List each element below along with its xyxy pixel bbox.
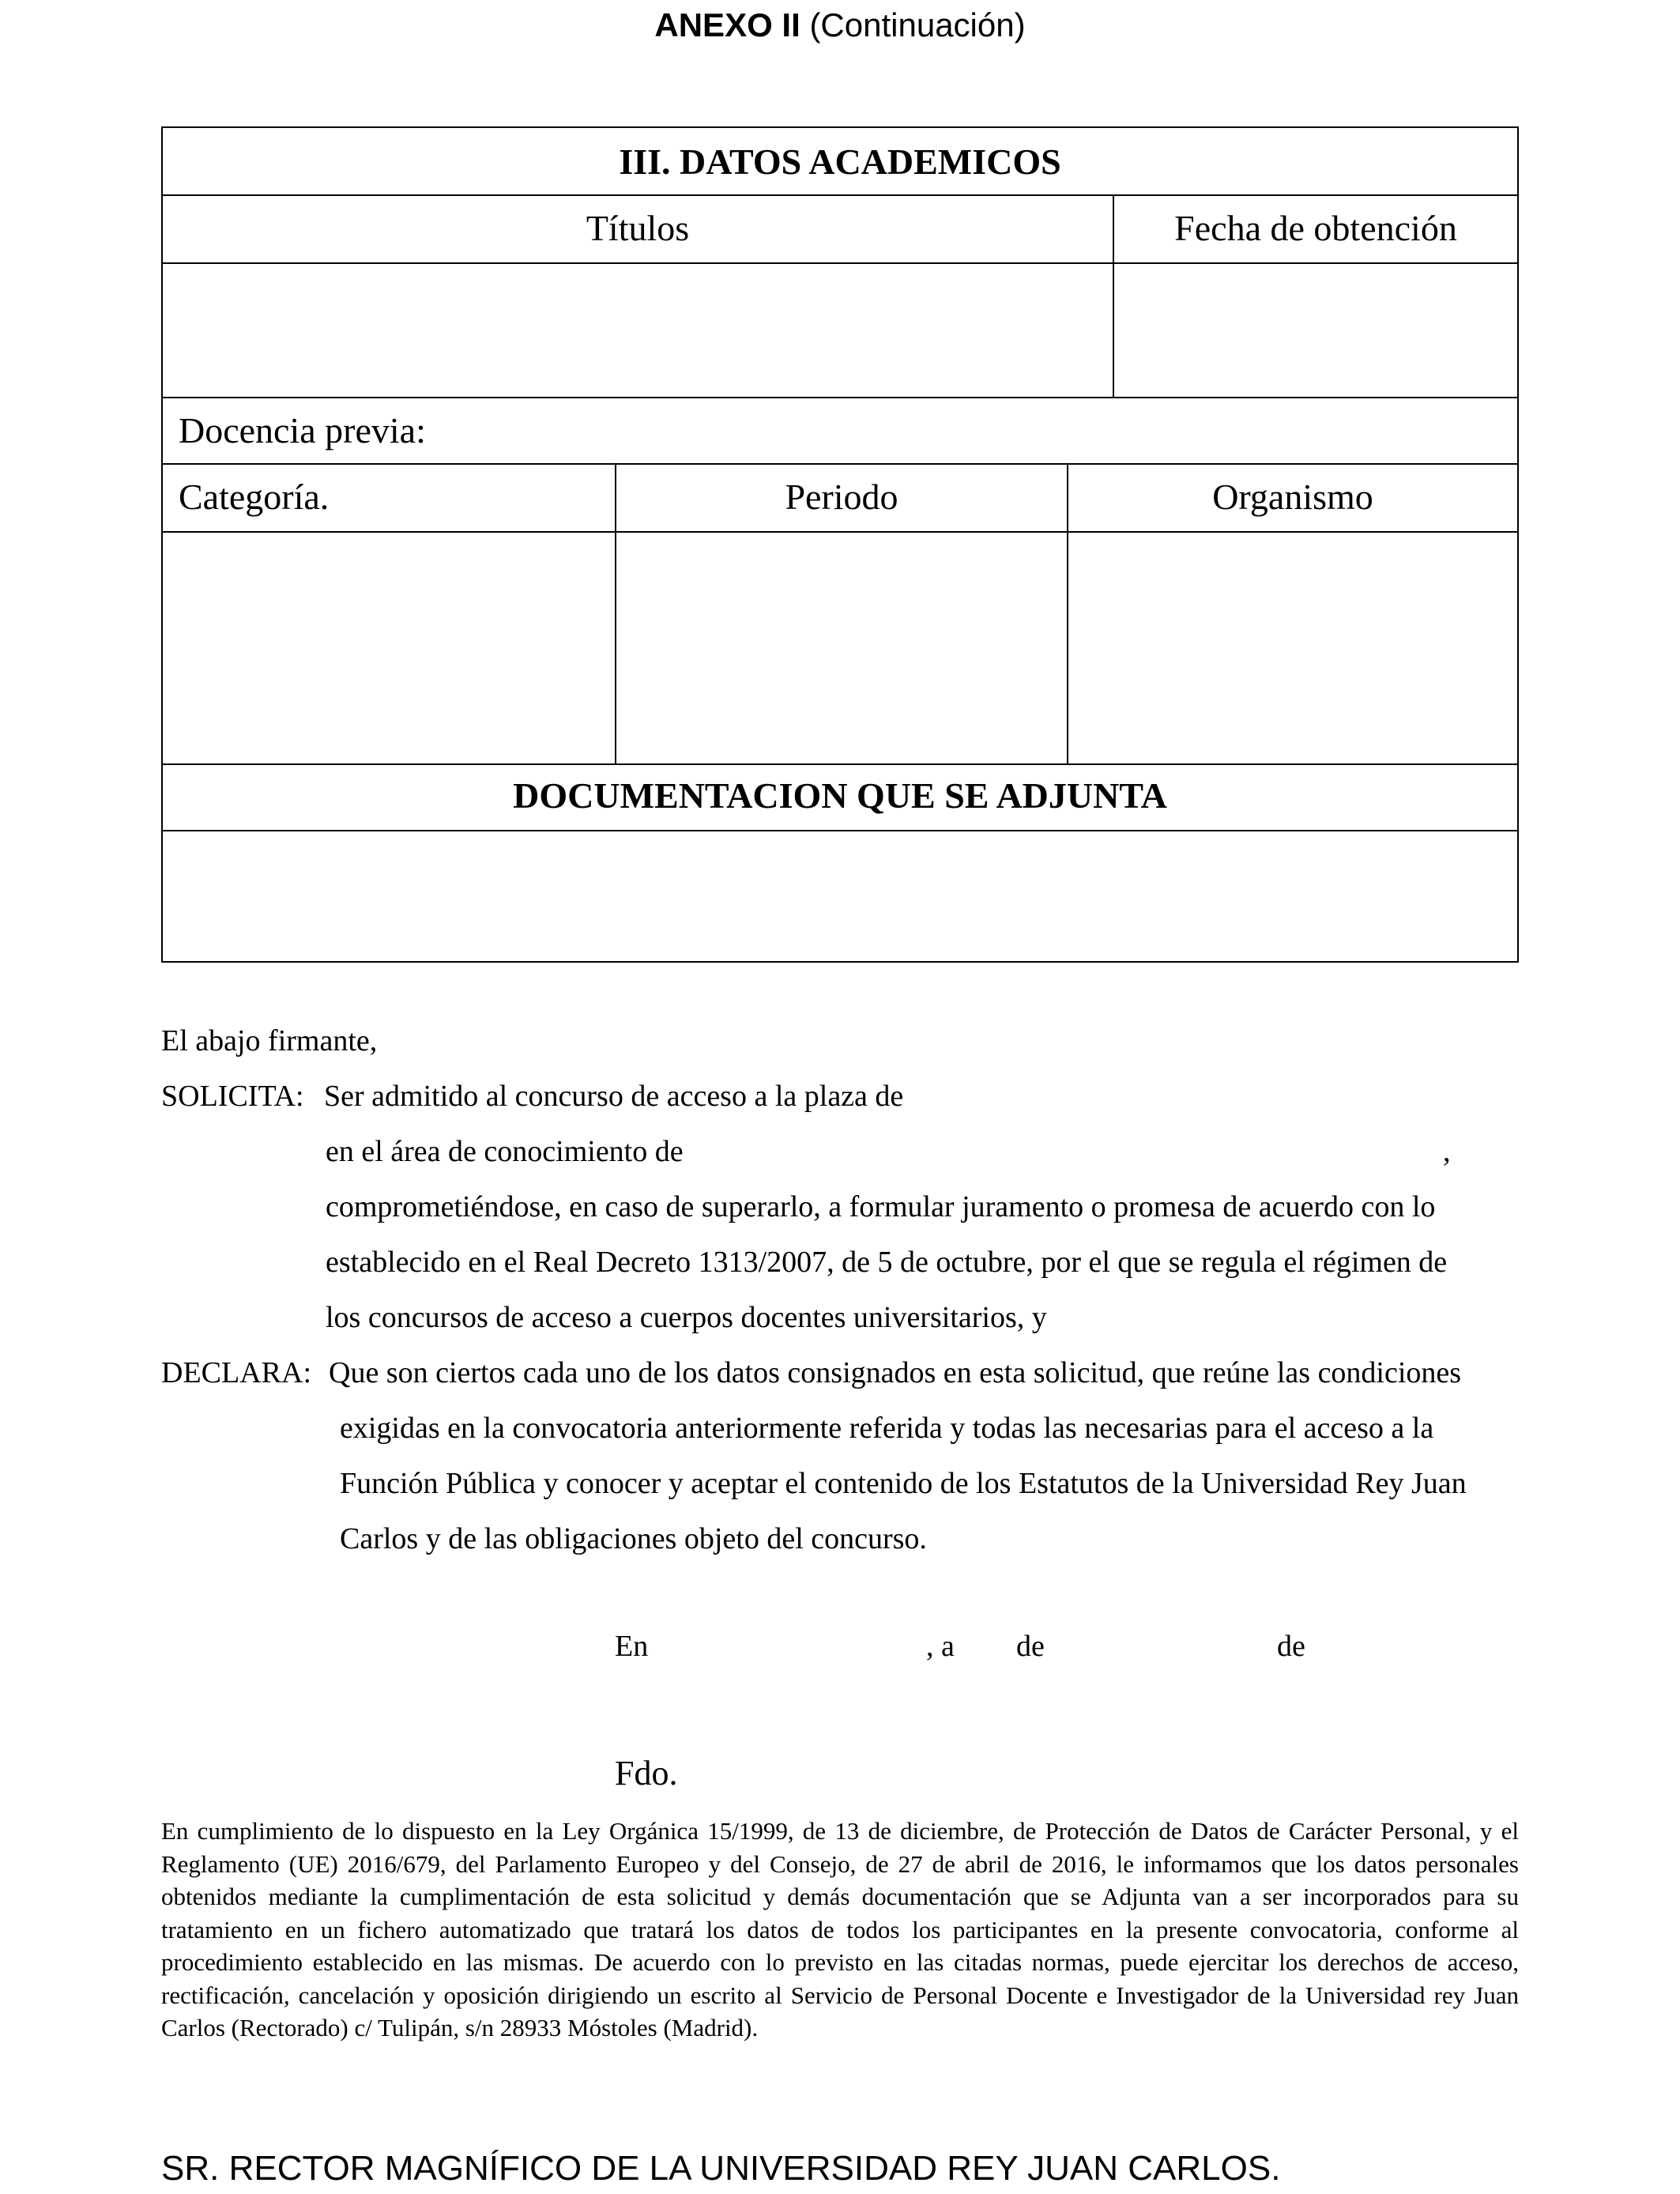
date-de-label-2: de bbox=[1277, 1630, 1305, 1663]
header-title-rest: (Continuación) bbox=[809, 6, 1026, 43]
addressee: SR. RECTOR MAGNÍFICO DE LA UNIVERSIDAD REY JUAN CARLOS. bbox=[161, 2149, 1281, 2188]
fecha-input-field[interactable] bbox=[1114, 264, 1517, 397]
column-header-categoria: Categoría. bbox=[179, 477, 330, 517]
year-input-field[interactable] bbox=[1317, 1627, 1411, 1664]
date-de-label-1: de bbox=[1016, 1630, 1045, 1663]
categoria-input-field[interactable] bbox=[163, 533, 615, 763]
section-title: III. DATOS ACADEMICOS bbox=[619, 141, 1061, 182]
legal-notice bbox=[161, 1815, 1519, 2045]
rule-after-docencia-fields bbox=[163, 763, 1517, 765]
solicita-line-3: comprometiéndose, en caso de superarlo, a formular juramento o promesa de acuerdo con lo bbox=[326, 1190, 1436, 1223]
documentacion-title: DOCUMENTACION QUE SE ADJUNTA bbox=[513, 775, 1167, 816]
organismo-input-field[interactable] bbox=[1068, 533, 1517, 763]
legal-notice-text: En cumplimiento de lo dispuesto en la Ley Orgánica 15/1999, de 13 de diciembre, de Protección de Datos de Carácter Personal, y el Reglamento (UE) 2016/679, del Parlamento Europeo y del Consejo, de 27 de abril de 2016, le informamos que los datos personales obtenidos mediante la cumplimentación de esta solicitud y demás documentación que se Adjunta van a ser incorporados para su tratamiento en un fichero automatizado que tratará los datos de todos los participantes en la presente convocatoria, conforme al procedimiento establecido en las mismas. De acuerdo con lo previsto en las citadas normas, puede ejercitar los derechos de acceso, rectificación, cancelación y oposición dirigiendo un escrito al Servicio de Personal Docente e Investigador de la Universidad rey Juan Carlos (Rectorado) c/ Tulipán, s/n 28933 Móstoles (Madrid). bbox=[161, 1817, 1519, 2041]
solicita-line-4: establecido en el Real Decreto 1313/2007, de 5 de octubre, por el que se regula el régimen de bbox=[326, 1246, 1448, 1279]
academic-data-form bbox=[161, 126, 1519, 963]
place-en-label: En bbox=[615, 1630, 649, 1663]
signature-field[interactable] bbox=[687, 1747, 1241, 1794]
place-input-field[interactable] bbox=[656, 1627, 925, 1664]
documentacion-input-field[interactable] bbox=[163, 831, 1517, 961]
periodo-input-field[interactable] bbox=[616, 533, 1067, 763]
solicita-line-2: en el área de conocimiento de bbox=[326, 1135, 684, 1168]
declaration-intro: El abajo firmante, bbox=[161, 1024, 378, 1057]
rule-after-titles-field bbox=[163, 397, 1517, 398]
day-input-field[interactable] bbox=[964, 1627, 1015, 1664]
declara-label: DECLARA: bbox=[161, 1356, 311, 1389]
solicita-label: SOLICITA: bbox=[161, 1080, 304, 1113]
date-a-label: , a bbox=[926, 1630, 955, 1663]
column-header-periodo: Periodo bbox=[785, 477, 898, 517]
solicita-line-5: los concursos de acceso a cuerpos docentes universitarios, y bbox=[326, 1301, 1047, 1334]
solicita-comma: , bbox=[1443, 1135, 1451, 1168]
rule-after-section-title bbox=[163, 194, 1517, 196]
column-header-organismo: Organismo bbox=[1212, 477, 1373, 517]
column-header-titulos: Títulos bbox=[586, 208, 690, 248]
declara-line-1: Que son ciertos cada uno de los datos consignados en esta solicitud, que reúne las condiciones bbox=[329, 1356, 1462, 1389]
page-header bbox=[0, 6, 1680, 44]
header-title-bold: ANEXO II bbox=[654, 6, 800, 43]
signature-fdo-label: Fdo. bbox=[615, 1754, 678, 1793]
docencia-previa-label: Docencia previa: bbox=[179, 410, 426, 450]
rule-after-docencia bbox=[163, 463, 1517, 465]
declara-line-3: Función Pública y conocer y aceptar el contenido de los Estatutos de la Universidad Rey Juan bbox=[340, 1467, 1467, 1500]
declara-line-4: Carlos y de las obligaciones objeto del concurso. bbox=[340, 1522, 927, 1555]
column-header-fecha: Fecha de obtención bbox=[1174, 208, 1457, 248]
solicita-line-1: Ser admitido al concurso de acceso a la plaza de bbox=[324, 1080, 904, 1113]
declara-line-2: exigidas en la convocatoria anteriormente referida y todas las necesarias para el acceso a la bbox=[340, 1412, 1434, 1445]
month-input-field[interactable] bbox=[1056, 1627, 1274, 1664]
titulos-input-field[interactable] bbox=[163, 264, 1111, 397]
